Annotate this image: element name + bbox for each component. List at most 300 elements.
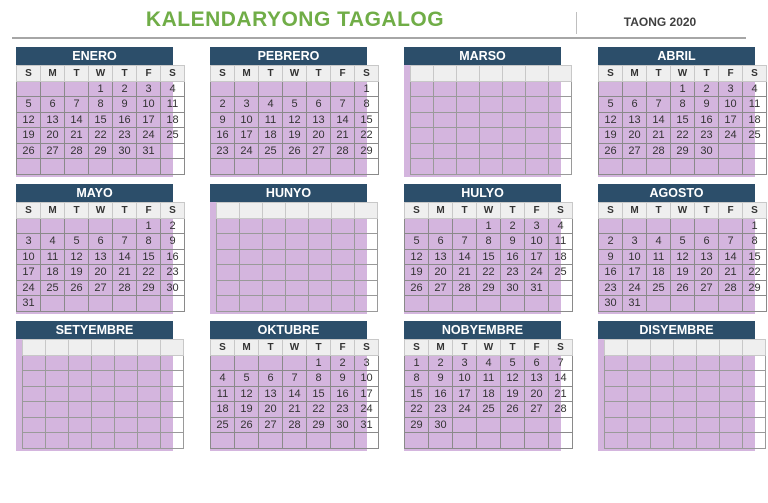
day-cell: 21 xyxy=(719,265,743,281)
day-cell xyxy=(651,355,674,371)
weekday-row xyxy=(599,66,767,82)
day-cell: 12 xyxy=(235,386,259,402)
day-cell xyxy=(283,355,307,371)
week-row xyxy=(599,97,767,113)
day-cell xyxy=(355,218,378,234)
day-cell xyxy=(41,159,65,175)
day-cell xyxy=(115,402,138,418)
day-cell xyxy=(526,128,549,144)
day-cell xyxy=(309,234,332,250)
day-cell: 14 xyxy=(647,112,671,128)
week-row xyxy=(405,355,573,371)
day-cell xyxy=(674,386,697,402)
month-grid xyxy=(598,65,767,175)
week-row xyxy=(217,218,378,234)
day-cell: 6 xyxy=(623,97,647,113)
day-cell xyxy=(411,128,434,144)
day-cell: 29 xyxy=(743,280,767,296)
weekday-label: F xyxy=(331,66,355,82)
day-cell: 9 xyxy=(695,97,719,113)
day-cell: 29 xyxy=(89,143,113,159)
day-cell xyxy=(549,81,572,97)
day-cell: 30 xyxy=(113,143,137,159)
day-cell xyxy=(309,249,332,265)
weekday-label xyxy=(651,340,674,356)
weekday-label: S xyxy=(211,66,235,82)
day-cell xyxy=(161,417,184,433)
day-cell xyxy=(217,296,240,312)
day-cell xyxy=(501,433,525,449)
day-cell: 7 xyxy=(549,355,573,371)
day-cell: 9 xyxy=(161,234,185,250)
month-name: PEBRERO xyxy=(210,47,367,65)
day-cell: 22 xyxy=(355,128,379,144)
day-cell: 7 xyxy=(453,234,477,250)
day-cell: 22 xyxy=(307,402,331,418)
weekday-label xyxy=(628,340,651,356)
day-cell: 14 xyxy=(549,371,573,387)
day-cell xyxy=(240,296,263,312)
day-cell: 24 xyxy=(137,128,161,144)
week-row xyxy=(599,159,767,175)
day-cell: 21 xyxy=(65,128,89,144)
day-cell: 15 xyxy=(137,249,161,265)
day-cell xyxy=(526,112,549,128)
day-cell xyxy=(434,128,457,144)
day-cell: 12 xyxy=(671,249,695,265)
week-row xyxy=(405,296,573,312)
week-row xyxy=(405,402,573,418)
month-hulyo xyxy=(404,184,567,314)
weekday-row xyxy=(405,203,573,219)
day-cell xyxy=(651,386,674,402)
day-cell xyxy=(92,417,115,433)
day-cell: 23 xyxy=(331,402,355,418)
day-cell xyxy=(263,296,286,312)
month-name: ENERO xyxy=(16,47,173,65)
month-setyembre xyxy=(16,321,173,451)
day-cell xyxy=(331,159,355,175)
day-cell xyxy=(46,402,69,418)
day-cell: 22 xyxy=(743,265,767,281)
day-cell xyxy=(65,296,89,312)
weekday-label: S xyxy=(17,66,41,82)
day-cell xyxy=(549,417,573,433)
weekday-label: S xyxy=(549,340,573,356)
day-cell: 6 xyxy=(259,371,283,387)
weekday-label: T xyxy=(65,66,89,82)
day-cell: 19 xyxy=(501,386,525,402)
week-row xyxy=(17,97,185,113)
day-cell xyxy=(647,159,671,175)
day-cell: 26 xyxy=(283,143,307,159)
week-row xyxy=(217,296,378,312)
month-pebrero xyxy=(210,47,373,177)
day-cell: 5 xyxy=(599,97,623,113)
day-cell xyxy=(405,296,429,312)
day-cell xyxy=(651,433,674,449)
day-cell: 15 xyxy=(671,112,695,128)
weekday-label xyxy=(697,340,720,356)
weekday-label: S xyxy=(599,203,623,219)
day-cell: 9 xyxy=(501,234,525,250)
day-cell xyxy=(23,386,46,402)
month-name: HULYO xyxy=(404,184,561,202)
day-cell: 6 xyxy=(307,97,331,113)
day-cell: 18 xyxy=(549,249,573,265)
day-cell xyxy=(743,355,766,371)
week-row xyxy=(605,371,766,387)
day-cell xyxy=(434,97,457,113)
day-cell xyxy=(211,81,235,97)
day-cell: 13 xyxy=(623,112,647,128)
day-cell xyxy=(113,159,137,175)
day-cell xyxy=(137,296,161,312)
day-cell xyxy=(69,371,92,387)
day-cell: 14 xyxy=(283,386,307,402)
weekday-label: M xyxy=(623,203,647,219)
day-cell xyxy=(503,143,526,159)
day-cell: 30 xyxy=(501,280,525,296)
day-cell: 17 xyxy=(355,386,379,402)
weekday-label: T xyxy=(113,203,137,219)
day-cell: 21 xyxy=(647,128,671,144)
day-cell xyxy=(628,433,651,449)
month-name: AGOSTO xyxy=(598,184,755,202)
day-cell: 8 xyxy=(671,97,695,113)
weekday-label: T xyxy=(501,340,525,356)
day-cell xyxy=(457,81,480,97)
day-cell: 26 xyxy=(65,280,89,296)
week-row xyxy=(23,355,184,371)
day-cell xyxy=(263,280,286,296)
day-cell: 23 xyxy=(429,402,453,418)
day-cell xyxy=(429,296,453,312)
day-cell: 28 xyxy=(549,402,573,418)
day-cell xyxy=(719,218,743,234)
day-cell xyxy=(331,81,355,97)
day-cell xyxy=(23,371,46,387)
day-cell xyxy=(697,402,720,418)
weekday-label: S xyxy=(549,203,573,219)
year-label: TAONG 2020 xyxy=(623,15,697,29)
weekday-label: S xyxy=(743,66,767,82)
week-row xyxy=(211,371,379,387)
day-cell xyxy=(65,81,89,97)
day-cell xyxy=(259,159,283,175)
day-cell: 18 xyxy=(647,265,671,281)
day-cell: 15 xyxy=(477,249,501,265)
day-cell: 20 xyxy=(307,128,331,144)
week-row xyxy=(217,249,378,265)
day-cell xyxy=(307,81,331,97)
day-cell xyxy=(477,417,501,433)
month-name: NOBYEMBRE xyxy=(404,321,561,339)
day-cell xyxy=(69,386,92,402)
day-cell: 4 xyxy=(743,81,767,97)
month-marso xyxy=(404,47,561,177)
day-cell xyxy=(283,433,307,449)
day-cell xyxy=(411,97,434,113)
day-cell: 14 xyxy=(65,112,89,128)
week-row xyxy=(211,355,379,371)
month-grid xyxy=(16,65,185,175)
day-cell: 27 xyxy=(307,143,331,159)
day-cell: 30 xyxy=(599,296,623,312)
day-cell xyxy=(332,296,355,312)
day-cell xyxy=(674,371,697,387)
day-cell xyxy=(457,159,480,175)
day-cell xyxy=(115,386,138,402)
day-cell xyxy=(23,417,46,433)
day-cell: 7 xyxy=(113,234,137,250)
day-cell: 1 xyxy=(89,81,113,97)
day-cell xyxy=(309,280,332,296)
day-cell xyxy=(453,218,477,234)
day-cell xyxy=(480,112,503,128)
weekday-label xyxy=(355,203,378,219)
day-cell: 12 xyxy=(501,371,525,387)
day-cell: 3 xyxy=(137,81,161,97)
day-cell: 10 xyxy=(623,249,647,265)
day-cell xyxy=(69,355,92,371)
day-cell xyxy=(651,417,674,433)
day-cell xyxy=(405,433,429,449)
day-cell xyxy=(161,355,184,371)
month-name: DISYEMBRE xyxy=(598,321,755,339)
day-cell: 17 xyxy=(525,249,549,265)
day-cell xyxy=(549,128,572,144)
weekday-label: M xyxy=(429,340,453,356)
week-row xyxy=(211,112,379,128)
day-cell xyxy=(332,280,355,296)
day-cell xyxy=(89,159,113,175)
day-cell xyxy=(743,371,766,387)
day-cell xyxy=(89,218,113,234)
day-cell xyxy=(217,234,240,250)
day-cell: 22 xyxy=(477,265,501,281)
day-cell xyxy=(240,234,263,250)
day-cell xyxy=(263,218,286,234)
day-cell: 21 xyxy=(283,402,307,418)
day-cell: 6 xyxy=(525,355,549,371)
day-cell xyxy=(501,296,525,312)
day-cell: 17 xyxy=(137,112,161,128)
day-cell xyxy=(115,355,138,371)
day-cell xyxy=(599,159,623,175)
day-cell xyxy=(453,417,477,433)
week-row xyxy=(405,417,573,433)
day-cell xyxy=(355,265,378,281)
day-cell: 18 xyxy=(211,402,235,418)
day-cell: 4 xyxy=(477,355,501,371)
day-cell: 30 xyxy=(331,417,355,433)
day-cell xyxy=(411,112,434,128)
day-cell xyxy=(309,265,332,281)
day-cell: 21 xyxy=(549,386,573,402)
day-cell: 19 xyxy=(17,128,41,144)
week-row xyxy=(217,280,378,296)
weekday-label xyxy=(217,203,240,219)
day-cell xyxy=(69,417,92,433)
day-cell xyxy=(355,234,378,250)
weekday-label: W xyxy=(477,203,501,219)
weekday-label xyxy=(138,340,161,356)
weekday-label xyxy=(720,340,743,356)
day-cell: 27 xyxy=(525,402,549,418)
day-cell: 25 xyxy=(161,128,185,144)
header-underline xyxy=(12,37,746,39)
day-cell xyxy=(674,355,697,371)
day-cell xyxy=(331,433,355,449)
day-cell xyxy=(217,218,240,234)
day-cell xyxy=(355,249,378,265)
day-cell: 23 xyxy=(211,143,235,159)
day-cell: 27 xyxy=(429,280,453,296)
day-cell xyxy=(457,128,480,144)
week-row xyxy=(411,97,572,113)
day-cell: 19 xyxy=(283,128,307,144)
month-disyembre xyxy=(598,321,755,451)
week-row xyxy=(599,112,767,128)
week-row xyxy=(605,386,766,402)
weekday-label: W xyxy=(283,340,307,356)
day-cell xyxy=(240,218,263,234)
day-cell: 8 xyxy=(137,234,161,250)
day-cell: 15 xyxy=(405,386,429,402)
day-cell xyxy=(115,417,138,433)
week-row xyxy=(599,280,767,296)
day-cell: 7 xyxy=(331,97,355,113)
month-abril xyxy=(598,47,761,177)
day-cell xyxy=(743,402,766,418)
weekday-row xyxy=(405,340,573,356)
day-cell xyxy=(17,159,41,175)
week-row xyxy=(217,234,378,250)
day-cell: 11 xyxy=(549,234,573,250)
day-cell: 12 xyxy=(599,112,623,128)
day-cell: 16 xyxy=(113,112,137,128)
day-cell: 22 xyxy=(137,265,161,281)
day-cell xyxy=(720,355,743,371)
day-cell: 17 xyxy=(623,265,647,281)
weekday-label: T xyxy=(307,66,331,82)
weekday-label: T xyxy=(307,340,331,356)
day-cell xyxy=(674,402,697,418)
day-cell xyxy=(480,97,503,113)
day-cell: 10 xyxy=(137,97,161,113)
day-cell xyxy=(41,81,65,97)
day-cell: 21 xyxy=(453,265,477,281)
day-cell: 11 xyxy=(259,112,283,128)
day-cell xyxy=(599,218,623,234)
week-row xyxy=(405,218,573,234)
day-cell: 10 xyxy=(355,371,379,387)
day-cell xyxy=(457,97,480,113)
day-cell xyxy=(263,265,286,281)
week-row xyxy=(217,265,378,281)
day-cell: 28 xyxy=(113,280,137,296)
day-cell: 3 xyxy=(623,234,647,250)
weekday-label: M xyxy=(41,66,65,82)
day-cell xyxy=(92,371,115,387)
weekday-label: T xyxy=(647,203,671,219)
day-cell: 22 xyxy=(405,402,429,418)
day-cell xyxy=(161,143,185,159)
day-cell xyxy=(695,218,719,234)
day-cell: 9 xyxy=(331,371,355,387)
day-cell: 4 xyxy=(549,218,573,234)
day-cell: 28 xyxy=(719,280,743,296)
day-cell: 11 xyxy=(211,386,235,402)
day-cell: 6 xyxy=(695,234,719,250)
day-cell: 15 xyxy=(307,386,331,402)
day-cell: 23 xyxy=(501,265,525,281)
week-row xyxy=(23,371,184,387)
month-name: HUNYO xyxy=(210,184,367,202)
weekday-label: F xyxy=(719,203,743,219)
day-cell: 9 xyxy=(599,249,623,265)
day-cell xyxy=(526,159,549,175)
week-row xyxy=(405,234,573,250)
weekday-label: F xyxy=(137,203,161,219)
day-cell: 10 xyxy=(17,249,41,265)
day-cell xyxy=(138,402,161,418)
week-row xyxy=(211,97,379,113)
day-cell: 19 xyxy=(65,265,89,281)
day-cell: 16 xyxy=(501,249,525,265)
day-cell xyxy=(628,402,651,418)
day-cell: 8 xyxy=(89,97,113,113)
day-cell: 23 xyxy=(695,128,719,144)
day-cell: 19 xyxy=(235,402,259,418)
day-cell: 5 xyxy=(235,371,259,387)
week-row xyxy=(599,128,767,144)
day-cell xyxy=(138,371,161,387)
week-row xyxy=(17,234,185,250)
week-row xyxy=(17,112,185,128)
day-cell xyxy=(549,97,572,113)
weekday-label: T xyxy=(259,66,283,82)
day-cell: 11 xyxy=(161,97,185,113)
day-cell xyxy=(434,81,457,97)
weekday-label: F xyxy=(331,340,355,356)
day-cell xyxy=(549,280,573,296)
weekday-label: W xyxy=(477,340,501,356)
weekday-label: T xyxy=(501,203,525,219)
day-cell: 18 xyxy=(743,112,767,128)
day-cell xyxy=(211,433,235,449)
day-cell xyxy=(92,355,115,371)
day-cell: 15 xyxy=(89,112,113,128)
day-cell: 20 xyxy=(89,265,113,281)
day-cell: 23 xyxy=(161,265,185,281)
day-cell xyxy=(411,143,434,159)
day-cell: 26 xyxy=(17,143,41,159)
day-cell: 24 xyxy=(525,265,549,281)
month-grid xyxy=(210,339,379,449)
calendar-title: KALENDARYONG TAGALOG xyxy=(145,8,445,31)
day-cell: 9 xyxy=(429,371,453,387)
day-cell xyxy=(599,81,623,97)
day-cell: 26 xyxy=(671,280,695,296)
day-cell xyxy=(453,433,477,449)
day-cell: 5 xyxy=(671,234,695,250)
day-cell xyxy=(283,81,307,97)
day-cell xyxy=(405,218,429,234)
day-cell xyxy=(41,218,65,234)
day-cell xyxy=(697,371,720,387)
